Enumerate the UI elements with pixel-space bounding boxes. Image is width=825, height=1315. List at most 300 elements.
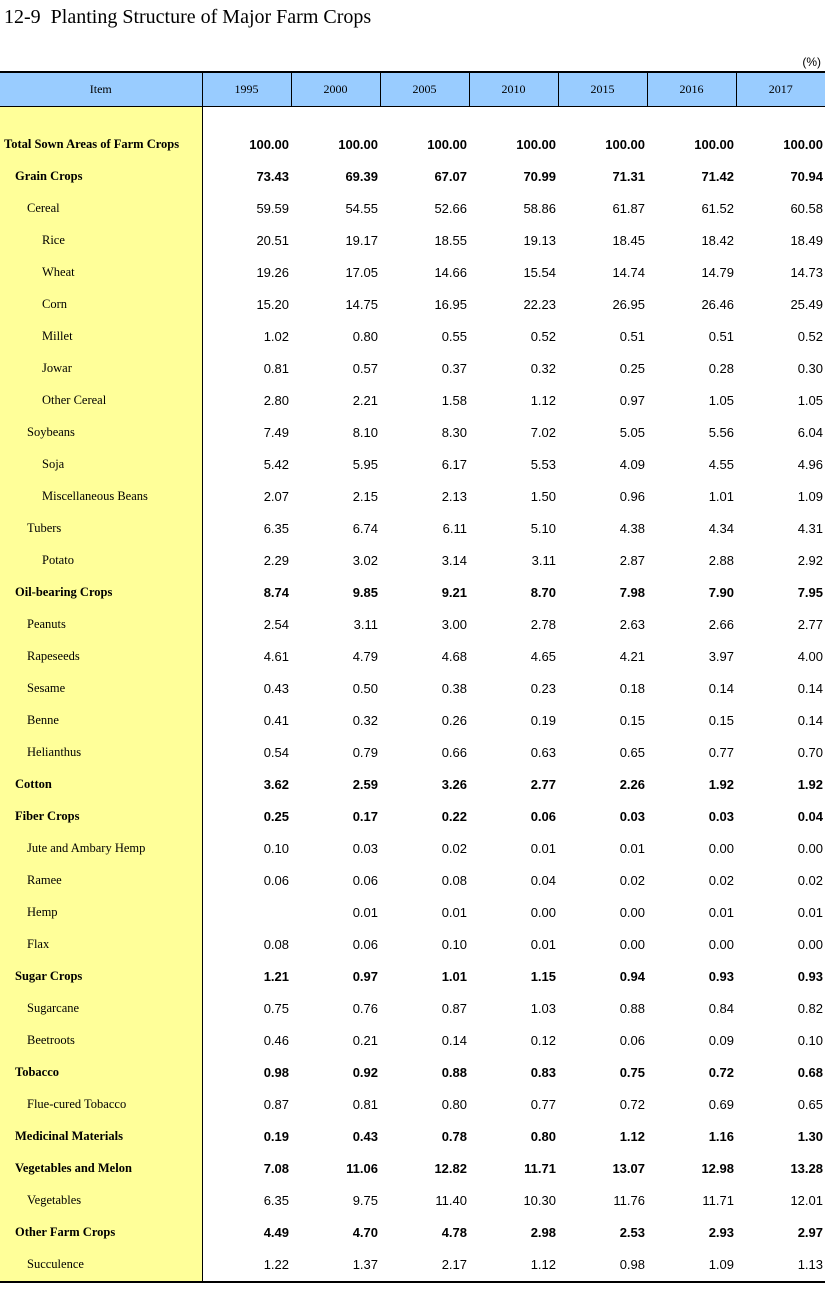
row-label: Tubers (0, 513, 202, 545)
value-cell-2017: 0.02 (797, 873, 823, 888)
value-cell-2010: 1.12 (469, 1249, 558, 1282)
value-cell-2010: 8.70 (530, 585, 556, 600)
value-cell-1995: 0.87 (263, 1097, 289, 1112)
value-cell-2010: 5.53 (530, 457, 556, 472)
value-cell-1995: 0.10 (263, 841, 289, 856)
table-row (0, 577, 825, 609)
header-year-2017: 2017 (736, 72, 825, 106)
value-cell-2010: 10.30 (523, 1193, 556, 1208)
row-label: Millet (0, 321, 202, 353)
row-label: Fiber Crops (0, 801, 202, 833)
page-title: 12-9 Planting Structure of Major Farm Crops (4, 6, 372, 28)
table-row (0, 449, 825, 481)
value-cell-2005: 67.07 (434, 169, 467, 184)
table-row (0, 897, 825, 929)
row-label: Soybeans (0, 417, 202, 449)
value-cell-2015: 11.76 (613, 1193, 645, 1208)
spacer-cell (202, 106, 291, 129)
value-cell-1995: 0.19 (263, 1129, 289, 1144)
value-cell-2005: 0.66 (441, 745, 467, 760)
value-cell-2010: 58.86 (523, 201, 556, 216)
row-label: Medicinal Materials (0, 1121, 202, 1153)
row-label: Benne (0, 705, 202, 737)
spacer-cell (647, 106, 736, 129)
value-cell-2015: 0.75 (619, 1065, 645, 1080)
value-cell-2010: 7.02 (530, 425, 556, 440)
row-label: Tobacco (0, 1057, 202, 1089)
value-cell-2017: 0.00 (797, 937, 823, 952)
value-cell-1995: 73.43 (256, 169, 289, 184)
value-cell-2000: 2.15 (352, 489, 378, 504)
value-cell-2005: 0.10 (441, 937, 467, 952)
value-cell-2015: 0.15 (619, 713, 645, 728)
value-cell-2015: 2.63 (619, 617, 645, 632)
value-cell-2017: 4.00 (797, 649, 823, 664)
value-cell-2017: 0.14 (797, 713, 823, 728)
value-cell-2000: 0.06 (352, 937, 378, 952)
table-row (0, 1025, 825, 1057)
value-cell-2015: 0.51 (619, 329, 645, 344)
row-label: Rice (0, 225, 202, 257)
row-label: Jute and Ambary Hemp (0, 833, 202, 865)
table-row (0, 1153, 825, 1185)
value-cell-2016: 0.28 (708, 361, 734, 376)
table-row (0, 385, 825, 417)
value-cell-2010: 2.77 (530, 777, 556, 792)
value-cell-1995: 4.49 (263, 1225, 289, 1240)
value-cell-2015: 0.18 (619, 681, 645, 696)
value-cell-2005: 16.95 (434, 297, 467, 312)
value-cell-2010: 15.54 (523, 265, 556, 280)
value-cell-2016: 26.46 (701, 297, 734, 312)
value-cell-2016: 0.51 (708, 329, 734, 344)
value-cell-2005: 0.02 (441, 841, 467, 856)
value-cell-1995: 2.29 (263, 553, 289, 568)
value-cell-2005: 0.22 (441, 809, 467, 824)
header-year-2015: 2015 (558, 72, 647, 106)
value-cell-2010: 1.03 (530, 1001, 556, 1016)
value-cell-2010: 0.01 (530, 937, 556, 952)
value-cell-2005: 0.55 (441, 329, 467, 344)
value-cell-2000: 2.21 (352, 393, 378, 408)
value-cell-2015: 4.38 (619, 521, 645, 536)
spacer-cell (558, 106, 647, 129)
value-cell-1995: 5.42 (263, 457, 289, 472)
value-cell-2010: 4.65 (530, 649, 556, 664)
value-cell-2017: 0.14 (797, 681, 823, 696)
value-cell-2000: 8.10 (352, 425, 378, 440)
value-cell-2017: 4.31 (797, 521, 823, 536)
row-label: Flue-cured Tobacco (0, 1089, 202, 1121)
value-cell-2005: 6.11 (442, 521, 467, 536)
value-cell-2005: 2.17 (380, 1249, 469, 1282)
value-cell-2000: 0.03 (352, 841, 378, 856)
header-year-2005: 2005 (380, 72, 469, 106)
value-cell-2017: 0.30 (797, 361, 823, 376)
value-cell-1995: 0.98 (263, 1065, 289, 1080)
spacer-cell (469, 106, 558, 129)
table-row (0, 1089, 825, 1121)
value-cell-2015: 0.25 (619, 361, 645, 376)
row-label: Total Sown Areas of Farm Crops (0, 129, 202, 161)
value-cell-1995: 6.35 (263, 521, 289, 536)
value-cell-2000: 0.97 (352, 969, 378, 984)
value-cell-2010: 5.10 (530, 521, 556, 536)
header-year-1995: 1995 (202, 72, 291, 106)
table-row (0, 321, 825, 353)
planting-structure-table (0, 71, 825, 1283)
row-label: Wheat (0, 257, 202, 289)
value-cell-2005: 18.55 (434, 233, 467, 248)
value-cell-2005: 0.01 (441, 905, 467, 920)
row-label: Miscellaneous Beans (0, 481, 202, 513)
value-cell-2015: 2.26 (619, 777, 645, 792)
value-cell-2000: 0.57 (352, 361, 378, 376)
value-cell-2005: 3.26 (441, 777, 467, 792)
value-cell-2017: 0.00 (797, 841, 823, 856)
value-cell-1995: 2.07 (263, 489, 289, 504)
value-cell-2000: 3.11 (353, 617, 378, 632)
row-label: Jowar (0, 353, 202, 385)
value-cell-2017: 7.95 (797, 585, 823, 600)
value-cell-2017: 0.65 (797, 1097, 823, 1112)
value-cell-2015: 71.31 (612, 169, 645, 184)
value-cell-2005: 52.66 (434, 201, 467, 216)
row-label: Other Farm Crops (0, 1217, 202, 1249)
value-cell-2016: 0.09 (708, 1033, 734, 1048)
value-cell-2016: 0.69 (708, 1097, 734, 1112)
value-cell-2015: 2.87 (619, 553, 645, 568)
spacer-cell (380, 106, 469, 129)
value-cell-2016: 0.02 (708, 873, 734, 888)
table-row (0, 257, 825, 289)
value-cell-2000: 3.02 (352, 553, 378, 568)
value-cell-2000: 0.81 (352, 1097, 378, 1112)
value-cell-2000: 17.05 (345, 265, 378, 280)
table-body (0, 106, 825, 1282)
value-cell-2000: 54.55 (345, 201, 378, 216)
value-cell-1995: 6.35 (263, 1193, 289, 1208)
value-cell-2000: 0.43 (352, 1129, 378, 1144)
table-row (0, 1217, 825, 1249)
row-label: Succulence (0, 1249, 202, 1282)
value-cell-2015: 4.09 (619, 457, 645, 472)
value-cell-2010: 70.99 (523, 169, 556, 184)
value-cell-2000: 2.59 (352, 777, 378, 792)
row-label: Potato (0, 545, 202, 577)
value-cell-2016: 1.92 (708, 777, 734, 792)
row-label: Soja (0, 449, 202, 481)
value-cell-2010: 1.15 (530, 969, 556, 984)
value-cell-2000: 0.01 (352, 905, 378, 920)
value-cell-2017: 1.13 (736, 1249, 825, 1282)
table-row (0, 1185, 825, 1217)
value-cell-2016: 0.72 (708, 1065, 734, 1080)
table-row (0, 193, 825, 225)
value-cell-2010: 2.78 (530, 617, 556, 632)
header-year-2000: 2000 (291, 72, 380, 106)
value-cell-2005: 4.78 (441, 1225, 467, 1240)
value-cell-2005: 8.30 (441, 425, 467, 440)
spacer-row (0, 106, 825, 129)
value-cell-2017: 25.49 (790, 297, 823, 312)
value-cell-2000: 4.79 (352, 649, 378, 664)
value-cell-1995: 4.61 (263, 649, 289, 664)
value-cell-2015: 5.05 (619, 425, 645, 440)
unit-label: (%) (802, 55, 821, 69)
row-label: Ramee (0, 865, 202, 897)
value-cell-2010: 0.01 (530, 841, 556, 856)
value-cell-2017: 0.52 (797, 329, 823, 344)
header-year-2016: 2016 (647, 72, 736, 106)
value-cell-2005: 2.13 (441, 489, 467, 504)
value-cell-2017: 2.92 (797, 553, 823, 568)
table-row (0, 833, 825, 865)
value-cell-1995: 0.43 (263, 681, 289, 696)
value-cell-2000: 0.79 (352, 745, 378, 760)
value-cell-1995: 2.80 (263, 393, 289, 408)
value-cell-2017: 0.70 (797, 745, 823, 760)
value-cell-2017: 2.97 (797, 1225, 823, 1240)
row-label: Oil-bearing Crops (0, 577, 202, 609)
value-cell-2016: 0.15 (708, 713, 734, 728)
value-cell-2000: 0.17 (352, 809, 378, 824)
value-cell-2016: 0.00 (708, 841, 734, 856)
value-cell-2000: 0.32 (352, 713, 378, 728)
value-cell-2015: 26.95 (612, 297, 645, 312)
value-cell-2010: 2.98 (530, 1225, 556, 1240)
value-cell-2017: 1.92 (797, 777, 823, 792)
value-cell-2015: 0.03 (619, 809, 645, 824)
value-cell-2000: 9.85 (352, 585, 378, 600)
value-cell-2005: 0.78 (441, 1129, 467, 1144)
table-row (0, 929, 825, 961)
value-cell-2010: 0.06 (530, 809, 556, 824)
value-cell-2005: 0.26 (441, 713, 467, 728)
value-cell-2005: 3.00 (441, 617, 467, 632)
value-cell-2000: 0.92 (352, 1065, 378, 1080)
value-cell-2005: 0.87 (441, 1001, 467, 1016)
table-row (0, 481, 825, 513)
value-cell-2000: 0.80 (352, 329, 378, 344)
table-row (0, 289, 825, 321)
value-cell-2016: 1.01 (708, 489, 734, 504)
value-cell-2015: 0.65 (619, 745, 645, 760)
table-header-row (0, 72, 825, 106)
value-cell-2010: 1.50 (530, 489, 556, 504)
table-row (0, 641, 825, 673)
value-cell-2017: 18.49 (790, 233, 823, 248)
table-row (0, 513, 825, 545)
value-cell-2010: 0.04 (530, 873, 556, 888)
row-label: Cotton (0, 769, 202, 801)
header-year-2010: 2010 (469, 72, 558, 106)
value-cell-2000: 0.06 (352, 873, 378, 888)
value-cell-1995: 1.22 (202, 1249, 291, 1282)
value-cell-1995: 0.54 (263, 745, 289, 760)
table-row (0, 129, 825, 161)
value-cell-2017: 6.04 (797, 425, 823, 440)
value-cell-2016: 4.34 (708, 521, 734, 536)
value-cell-2016: 2.66 (708, 617, 734, 632)
table-row (0, 705, 825, 737)
spacer-cell (0, 106, 202, 129)
value-cell-2015: 0.96 (619, 489, 645, 504)
value-cell-1995: 20.51 (256, 233, 289, 248)
row-label: Sugar Crops (0, 961, 202, 993)
value-cell-1995: 1.02 (263, 329, 289, 344)
value-cell-2016: 61.52 (701, 201, 734, 216)
value-cell-2000: 1.37 (291, 1249, 380, 1282)
table-row (0, 1057, 825, 1089)
row-label: Beetroots (0, 1025, 202, 1057)
value-cell-2010: 0.23 (530, 681, 556, 696)
value-cell-2016: 11.71 (702, 1193, 734, 1208)
value-cell-1995: 1.21 (263, 969, 289, 984)
value-cell-2010: 0.80 (530, 1129, 556, 1144)
value-cell-2015: 4.21 (619, 649, 645, 664)
table-row (0, 353, 825, 385)
value-cell-2010: 0.19 (530, 713, 556, 728)
value-cell-2000: 14.75 (345, 297, 378, 312)
value-cell-2015: 2.53 (619, 1225, 645, 1240)
value-cell-2000: 4.70 (352, 1225, 378, 1240)
value-cell-2010: 0.32 (530, 361, 556, 376)
value-cell-2017: 70.94 (790, 169, 823, 184)
value-cell-2016: 18.42 (701, 233, 734, 248)
value-cell-1995: 0.41 (263, 713, 289, 728)
value-cell-2005: 0.80 (441, 1097, 467, 1112)
value-cell-2005: 0.88 (441, 1065, 467, 1080)
value-cell-1995: 0.25 (263, 809, 289, 824)
value-cell-2017: 2.77 (797, 617, 823, 632)
value-cell-2017: 0.01 (797, 905, 823, 920)
value-cell-1995: 0.75 (263, 1001, 289, 1016)
value-cell-2000: 9.75 (352, 1193, 378, 1208)
value-cell-2016: 1.05 (708, 393, 734, 408)
value-cell-2015: 0.88 (619, 1001, 645, 1016)
table-row (0, 801, 825, 833)
value-cell-2016: 0.77 (708, 745, 734, 760)
table-row (0, 545, 825, 577)
value-cell-2005: 100.00 (427, 137, 467, 152)
value-cell-2010: 100.00 (516, 137, 556, 152)
value-cell-2010: 22.23 (523, 297, 556, 312)
value-cell-2016: 0.01 (708, 905, 734, 920)
value-cell-2016: 3.97 (708, 649, 734, 664)
value-cell-2016: 2.93 (708, 1225, 734, 1240)
value-cell-2005: 12.82 (434, 1161, 467, 1176)
value-cell-2015: 100.00 (605, 137, 645, 152)
value-cell-2016: 1.16 (708, 1129, 734, 1144)
row-label: Sesame (0, 673, 202, 705)
row-label: Sugarcane (0, 993, 202, 1025)
table-row (0, 609, 825, 641)
value-cell-2010: 19.13 (523, 233, 556, 248)
value-cell-1995: 8.74 (263, 585, 289, 600)
value-cell-2016: 0.84 (708, 1001, 734, 1016)
value-cell-1995: 0.08 (263, 937, 289, 952)
row-label: Hemp (0, 897, 202, 929)
value-cell-2010: 0.63 (530, 745, 556, 760)
value-cell-2016: 1.09 (647, 1249, 736, 1282)
value-cell-2005: 0.14 (441, 1033, 467, 1048)
value-cell-2005: 1.58 (441, 393, 467, 408)
value-cell-2015: 18.45 (612, 233, 645, 248)
value-cell-2015: 0.01 (619, 841, 645, 856)
value-cell-2016: 12.98 (701, 1161, 734, 1176)
value-cell-1995: 3.62 (263, 777, 289, 792)
row-label: Corn (0, 289, 202, 321)
value-cell-2017: 60.58 (790, 201, 823, 216)
value-cell-2015: 61.87 (612, 201, 645, 216)
value-cell-2005: 1.01 (441, 969, 467, 984)
value-cell-2010: 11.71 (524, 1161, 556, 1176)
table-row (0, 417, 825, 449)
table-row (0, 993, 825, 1025)
header-item: Item (0, 72, 202, 106)
value-cell-2017: 1.05 (797, 393, 823, 408)
value-cell-2017: 0.04 (797, 809, 823, 824)
row-label: Grain Crops (0, 161, 202, 193)
value-cell-2016: 100.00 (694, 137, 734, 152)
value-cell-2015: 0.98 (558, 1249, 647, 1282)
value-cell-2005: 6.17 (441, 457, 467, 472)
value-cell-2005: 9.21 (441, 585, 467, 600)
value-cell-1995: 19.26 (256, 265, 289, 280)
value-cell-2005: 0.37 (441, 361, 467, 376)
value-cell-1995: 100.00 (249, 137, 289, 152)
table-row (0, 961, 825, 993)
value-cell-1995: 2.54 (263, 617, 289, 632)
value-cell-2010: 0.83 (530, 1065, 556, 1080)
value-cell-2015: 0.06 (619, 1033, 645, 1048)
row-label: Vegetables (0, 1185, 202, 1217)
row-label: Flax (0, 929, 202, 961)
value-cell-2017: 100.00 (783, 137, 823, 152)
value-cell-2017: 4.96 (797, 457, 823, 472)
value-cell-2000: 6.74 (352, 521, 378, 536)
value-cell-2016: 4.55 (708, 457, 734, 472)
value-cell-2016: 0.00 (708, 937, 734, 952)
table-row (0, 1249, 825, 1282)
value-cell-2010: 0.00 (530, 905, 556, 920)
row-label: Peanuts (0, 609, 202, 641)
table-row (0, 161, 825, 193)
value-cell-2015: 7.98 (619, 585, 645, 600)
value-cell-2016: 71.42 (701, 169, 734, 184)
value-cell-2017: 12.01 (790, 1193, 823, 1208)
value-cell-1995: 0.46 (263, 1033, 289, 1048)
value-cell-2015: 0.97 (619, 393, 645, 408)
value-cell-2010: 1.12 (530, 393, 556, 408)
value-cell-2015: 0.72 (619, 1097, 645, 1112)
spacer-cell (291, 106, 380, 129)
value-cell-2016: 0.14 (708, 681, 734, 696)
value-cell-2016: 0.93 (708, 969, 734, 984)
spacer-cell (736, 106, 825, 129)
value-cell-2005: 11.40 (435, 1193, 467, 1208)
value-cell-2005: 3.14 (441, 553, 467, 568)
value-cell-2017: 0.82 (797, 1001, 823, 1016)
value-cell-2015: 13.07 (612, 1161, 645, 1176)
value-cell-2015: 0.02 (619, 873, 645, 888)
value-cell-2015: 1.12 (619, 1129, 645, 1144)
value-cell-2016: 7.90 (708, 585, 734, 600)
table-row (0, 225, 825, 257)
value-cell-2000: 69.39 (345, 169, 378, 184)
table-row (0, 769, 825, 801)
